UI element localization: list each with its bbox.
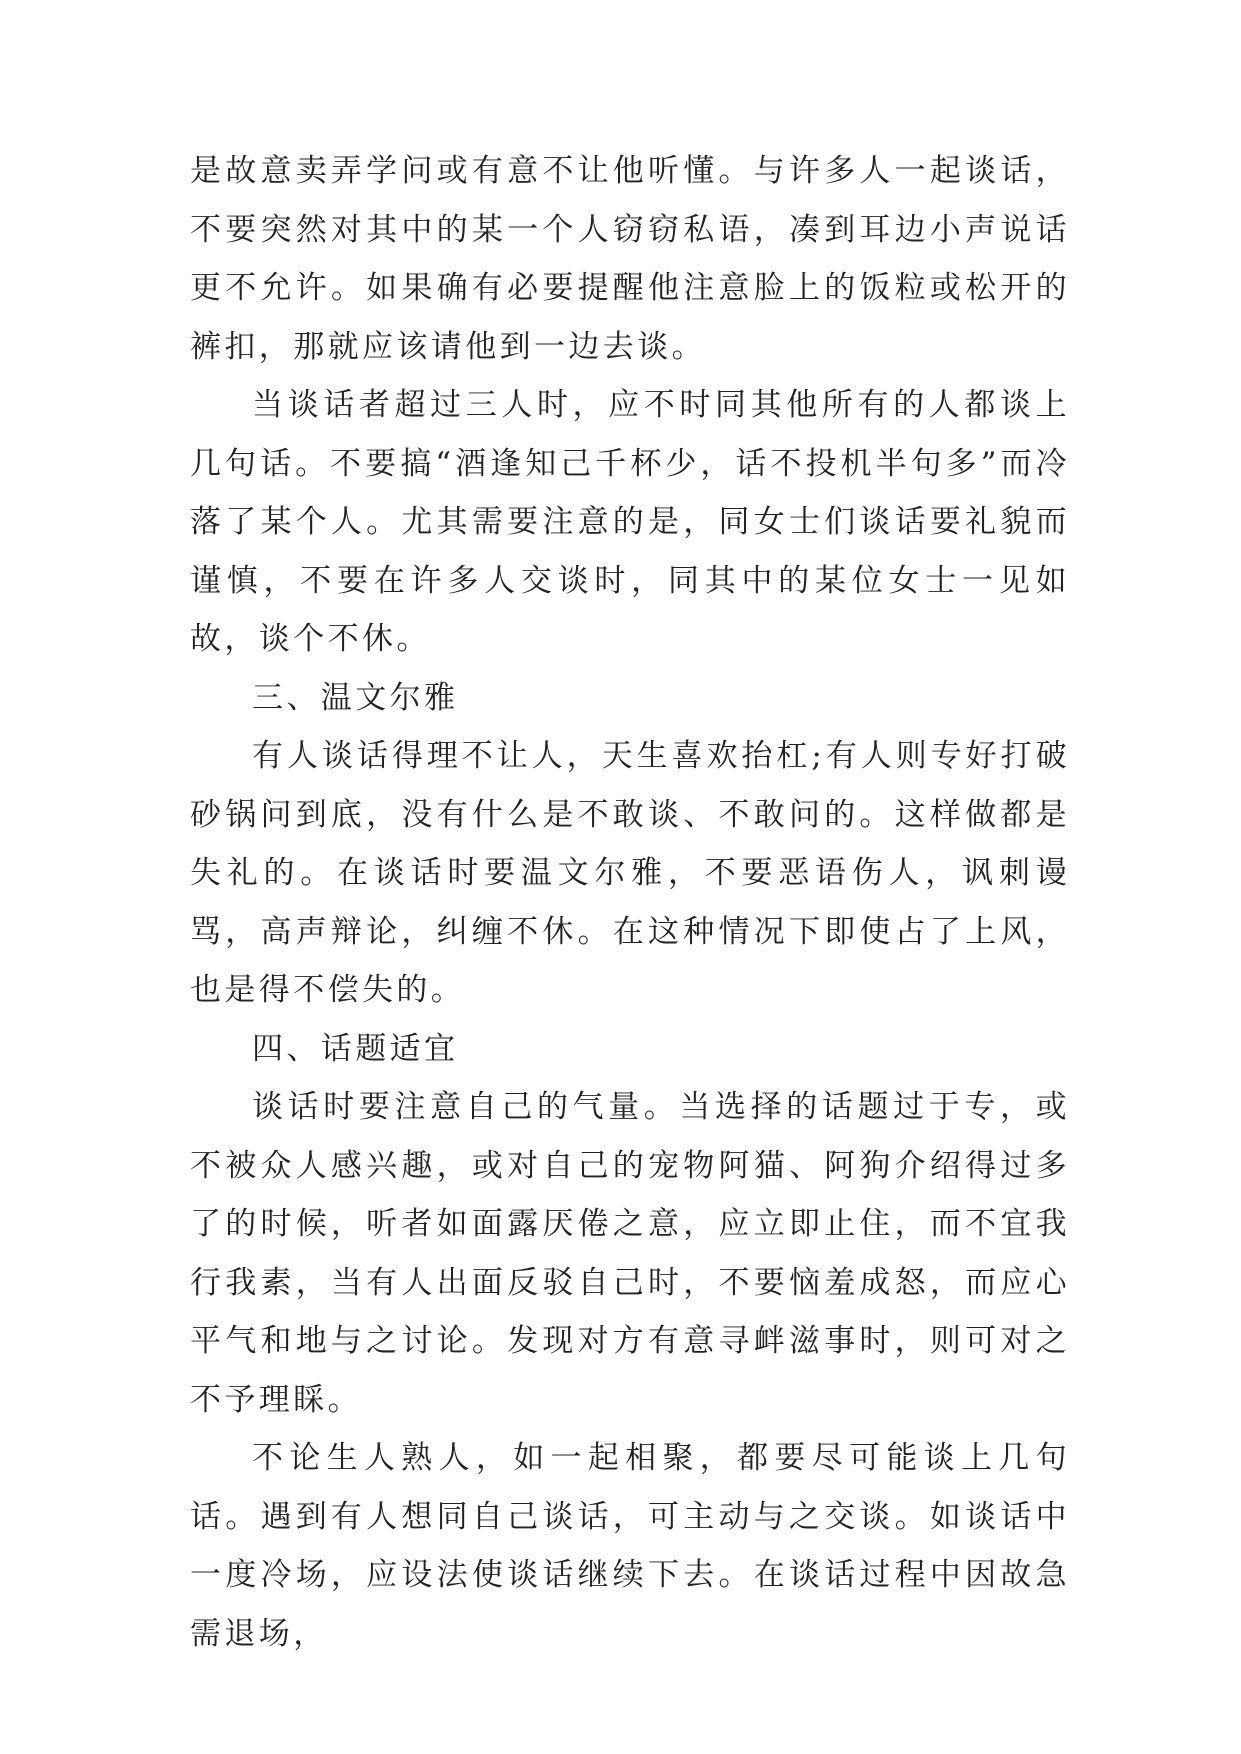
paragraph-3: 有人谈话得理不让人，天生喜欢抬杠;有人则专好打破砂锅问到底，没有什么是不敢谈、不敢问的。这样做都是失礼的。在谈话时要温文尔雅，不要恶语伤人，讽刺谩骂，高声辩论，纠缠不休。在这种情况下即使占了上风，也是得不偿失的。: [190, 738, 1070, 1008]
paragraph-4: 谈话时要注意自己的气量。当选择的话题过于专，或不被众人感兴趣，或对自己的宠物阿猫、阿狗介绍得过多了的时候，听者如面露厌倦之意，应立即止住，而不宜我行我素，当有人出面反驳自己时，不要恼羞成怒，而应心平气和地与之讨论。发现对方有意寻衅滋事时，则可对之不予理睬。: [190, 1089, 1070, 1418]
section-heading-4: 四、话题适宜: [252, 1030, 459, 1067]
paragraph-1: 是故意卖弄学问或有意不让他听懂。与许多人一起谈话，不要突然对其中的某一个人窃窃私语，凑到耳边小声说话更不允许。如果确有必要提醒他注意脸上的饭粒或松开的裤扣，那就应该请他到一边去谈。: [190, 153, 1070, 365]
document-page: [190, 142, 1070, 1663]
section-heading-3: 三、温文尔雅: [252, 679, 459, 716]
paragraph-2: 当谈话者超过三人时，应不时同其他所有的人都谈上几句话。不要搞“酒逢知己千杯少，话不投机半句多”而冷落了某个人。尤其需要注意的是，同女士们谈话要礼貌而谨慎，不要在许多人交谈时，同其中的某位女士一见如故，谈个不休。: [190, 387, 1070, 657]
paragraph-5: 不论生人熟人，如一起相聚，都要尽可能谈上几句话。遇到有人想同自己谈话，可主动与之交谈。如谈话中一度冷场，应设法使谈话继续下去。在谈话过程中因故急需退场，: [190, 1440, 1070, 1652]
